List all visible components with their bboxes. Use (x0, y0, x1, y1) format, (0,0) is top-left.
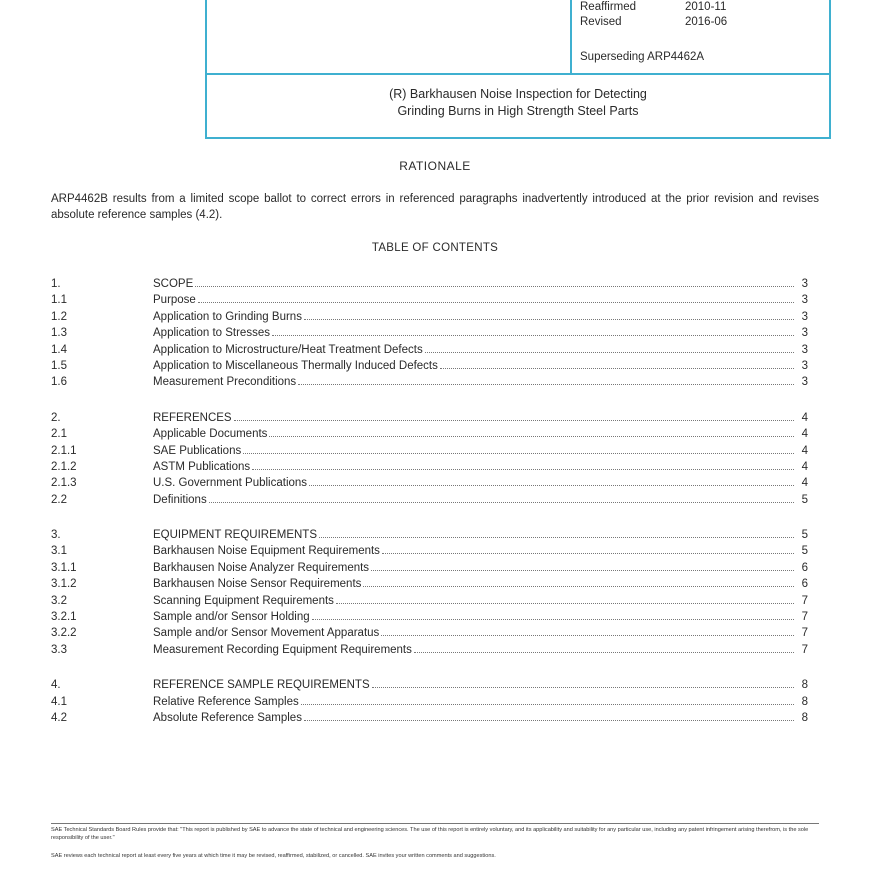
toc-leader-dots (198, 302, 794, 303)
header-dates (580, 0, 727, 30)
toc-entry-title: ASTM Publications (153, 460, 251, 473)
toc-entry-title: U.S. Government Publications (153, 477, 308, 490)
toc-entry-number: 1. (51, 278, 61, 290)
toc-leader-dots (234, 420, 794, 421)
toc-entry-title: EQUIPMENT REQUIREMENTS (153, 529, 317, 542)
toc-entry-title: Applicable Documents (153, 428, 268, 441)
superseding-note: Superseding ARP4462A (580, 51, 705, 63)
toc-entry-page: 7 (801, 643, 808, 656)
toc-entry-page: 7 (801, 627, 808, 640)
toc-entry-page: 4 (801, 411, 808, 424)
toc-entry[interactable] (51, 410, 808, 426)
revised-date: 2016-06 (685, 16, 728, 28)
toc-entry-number: 1.5 (51, 359, 67, 372)
reaffirmed-date: 2010-11 (685, 1, 727, 13)
toc-entry-number: 3.2.2 (51, 627, 77, 640)
toc-entry-title: Measurement Preconditions (153, 376, 297, 389)
toc-entry-page: 4 (801, 444, 808, 457)
toc-entry-page: 6 (801, 561, 808, 574)
revised-label: Revised (580, 16, 622, 28)
toc-entry-number: 1.2 (51, 310, 67, 323)
toc-entry[interactable] (51, 560, 808, 576)
toc-entry-title-wrap (153, 342, 794, 358)
toc-entry-number: 1.1 (51, 294, 67, 307)
toc-entry-number: 1.4 (51, 343, 67, 356)
toc-entry-title-wrap (153, 426, 794, 442)
toc-entry-title-wrap (153, 410, 794, 426)
toc-entry-title-wrap (153, 625, 794, 641)
footer-note-2: SAE reviews each technical report at least every five years at which time it may be revised, reaffirmed, stabilized, or cancelled. SAE invites your written comments and suggestions. (51, 853, 496, 859)
toc-entry-title: Definitions (153, 493, 207, 506)
toc-entry-title-wrap (153, 443, 794, 459)
toc-entry-page: 4 (801, 477, 808, 490)
toc-entry-title: Barkhausen Noise Analyzer Requirements (153, 561, 370, 574)
toc-entry[interactable] (51, 309, 808, 325)
revised-row (580, 15, 727, 30)
toc-leader-dots (309, 485, 794, 486)
toc-entry-title: Sample and/or Sensor Holding (153, 611, 310, 624)
toc-entry-title-wrap (153, 677, 794, 693)
toc-entry-number: 2. (51, 411, 61, 424)
toc-entry-title: SCOPE (153, 278, 194, 290)
toc-entry-title-wrap (153, 593, 794, 609)
document-title (207, 86, 829, 120)
toc-leader-dots (381, 635, 794, 636)
toc-entry-page: 5 (801, 545, 808, 558)
toc-entry-title-wrap (153, 609, 794, 625)
toc-entry-number: 4.1 (51, 695, 67, 708)
rationale-heading: RATIONALE (399, 159, 471, 173)
footer-rule (51, 823, 819, 824)
toc-entry-page: 8 (801, 711, 808, 724)
toc-entry[interactable] (51, 710, 808, 726)
toc-entry-number: 2.1.2 (51, 460, 77, 473)
toc-leader-dots (372, 687, 794, 688)
toc-entry-title: Scanning Equipment Requirements (153, 594, 334, 607)
toc-entry-number: 2.2 (51, 493, 67, 506)
toc-entry-title-wrap (153, 492, 794, 508)
toc-entry-title-wrap (153, 710, 794, 726)
toc-entry[interactable] (51, 625, 808, 641)
footer-note-1: SAE Technical Standards Board Rules provide that: "This report is published by SAE to advance the state of technical and engineering sciences. The use of this report is entirely voluntary, and its applicability and suitability for any particular use, including any patent infringement arising therefrom, is the sole responsibility of the user." (51, 827, 809, 841)
toc-entry-number: 3.1.2 (51, 578, 77, 591)
toc-entry[interactable] (51, 694, 808, 710)
toc-entry-page: 5 (801, 493, 808, 506)
toc-entry[interactable] (51, 593, 808, 609)
toc-entry[interactable] (51, 642, 808, 658)
toc-leader-dots (363, 586, 794, 587)
toc-entry[interactable] (51, 426, 808, 442)
toc-leader-dots (304, 319, 794, 320)
toc-entry-page: 8 (801, 695, 808, 708)
toc-entry-title-wrap (153, 358, 794, 374)
toc-entry-title-wrap (153, 374, 794, 390)
toc-entry-title-wrap (153, 642, 794, 658)
toc-entry-title-wrap (153, 292, 794, 308)
toc-entry-title-wrap (153, 309, 794, 325)
toc-entry-page: 3 (801, 359, 808, 372)
toc-entry-title: Application to Miscellaneous Thermally Induced Defects (153, 359, 438, 372)
toc-entry-title: Absolute Reference Samples (153, 711, 302, 724)
toc-entry-number: 3.1.1 (51, 561, 77, 574)
toc-entry-title-wrap (153, 527, 794, 543)
toc-entry-number: 1.3 (51, 327, 67, 340)
toc-leader-dots (304, 720, 794, 721)
toc-entry[interactable] (51, 609, 808, 625)
toc-entry-page: 4 (801, 428, 808, 441)
toc-entry-title: Measurement Recording Equipment Requirements (153, 643, 412, 656)
document-title-line2: Grinding Burns in High Strength Steel Parts (397, 104, 639, 118)
toc-leader-dots (382, 553, 794, 554)
toc-entry-number: 2.1 (51, 428, 67, 441)
toc-leader-dots (195, 286, 794, 287)
toc-entry-title: Purpose (153, 294, 196, 307)
toc-entry-page: 7 (801, 611, 808, 624)
reaffirmed-label: Reaffirmed (580, 1, 637, 13)
toc-entry-title-wrap (153, 543, 794, 559)
toc-entry-title-wrap (153, 325, 794, 341)
toc-leader-dots (269, 436, 794, 437)
toc-entry-title: Relative Reference Samples (153, 695, 299, 708)
toc-entry[interactable] (51, 459, 808, 475)
toc-leader-dots (371, 570, 794, 571)
toc-entry-page: 3 (801, 327, 808, 340)
toc-leader-dots (272, 335, 794, 336)
toc-entry-number: 4. (51, 679, 61, 692)
toc-entry-title-wrap (153, 276, 794, 292)
toc-entry-title: SAE Publications (153, 444, 242, 457)
toc-entry[interactable] (51, 543, 808, 559)
toc-entry[interactable] (51, 677, 808, 693)
document-header-box (205, 0, 831, 139)
toc-entry-number: 3.2.1 (51, 611, 77, 624)
toc-leader-dots (243, 453, 794, 454)
toc-leader-dots (336, 603, 794, 604)
toc-entry-title: REFERENCES (153, 411, 232, 424)
rationale-text: ARP4462B results from a limited scope ballot to correct errors in referenced paragraphs inadvertently introduced at the prior revision and revises absolute reference samples (4.2). (51, 193, 819, 221)
toc-leader-dots (209, 502, 794, 503)
toc-leader-dots (312, 619, 794, 620)
toc-entry[interactable] (51, 576, 808, 592)
toc-entry-title-wrap (153, 694, 794, 710)
toc-entry[interactable] (51, 342, 808, 358)
toc-entry[interactable] (51, 443, 808, 459)
toc-entry-title: REFERENCE SAMPLE REQUIREMENTS (153, 679, 370, 692)
toc-entry[interactable] (51, 527, 808, 543)
reaffirmed-row (580, 0, 727, 15)
toc-leader-dots (414, 652, 794, 653)
toc-entry-page: 3 (801, 278, 808, 290)
toc-entry-page: 6 (801, 578, 808, 591)
toc-entry-title: Application to Microstructure/Heat Treatment Defects (153, 343, 423, 356)
toc-entry-title-wrap (153, 560, 794, 576)
toc-entry[interactable] (51, 492, 808, 508)
toc-entry-title-wrap (153, 475, 794, 491)
document-title-line1: (R) Barkhausen Noise Inspection for Detecting (389, 87, 647, 101)
table-of-contents (51, 276, 808, 726)
toc-entry-title-wrap (153, 459, 794, 475)
toc-entry-title: Barkhausen Noise Sensor Requirements (153, 578, 362, 591)
toc-entry-number: 4.2 (51, 711, 67, 724)
toc-entry[interactable] (51, 475, 808, 491)
toc-entry-page: 3 (801, 294, 808, 307)
toc-entry-number: 3.2 (51, 594, 67, 607)
toc-leader-dots (425, 352, 794, 353)
toc-entry-page: 8 (801, 679, 808, 692)
toc-entry[interactable] (51, 292, 808, 308)
toc-entry-page: 3 (801, 376, 808, 389)
toc-leader-dots (298, 384, 794, 385)
toc-entry-number: 2.1.3 (51, 477, 77, 490)
toc-leader-dots (252, 469, 794, 470)
toc-entry-number: 3.3 (51, 643, 67, 656)
toc-heading: TABLE OF CONTENTS (371, 242, 499, 254)
toc-entry-page: 5 (801, 529, 808, 542)
toc-entry-title: Sample and/or Sensor Movement Apparatus (153, 627, 380, 640)
toc-entry[interactable] (51, 276, 808, 292)
toc-entry-number: 1.6 (51, 376, 67, 389)
toc-entry-title: Barkhausen Noise Equipment Requirements (153, 545, 380, 558)
toc-entry-title: Application to Grinding Burns (153, 310, 302, 323)
toc-entry[interactable] (51, 325, 808, 341)
header-top-section (207, 0, 829, 75)
toc-entry-page: 7 (801, 594, 808, 607)
toc-leader-dots (319, 537, 794, 538)
toc-leader-dots (301, 704, 794, 705)
toc-entry-page: 3 (801, 343, 808, 356)
toc-entry[interactable] (51, 358, 808, 374)
toc-leader-dots (440, 368, 794, 369)
header-divider (570, 0, 572, 73)
toc-entry-title-wrap (153, 576, 794, 592)
toc-entry-number: 3.1 (51, 545, 67, 558)
toc-entry-page: 4 (801, 460, 808, 473)
toc-entry-number: 2.1.1 (51, 444, 77, 457)
toc-entry-title: Application to Stresses (153, 327, 270, 340)
toc-entry[interactable] (51, 374, 808, 390)
toc-entry-page: 3 (801, 310, 808, 323)
toc-entry-number: 3. (51, 529, 61, 542)
